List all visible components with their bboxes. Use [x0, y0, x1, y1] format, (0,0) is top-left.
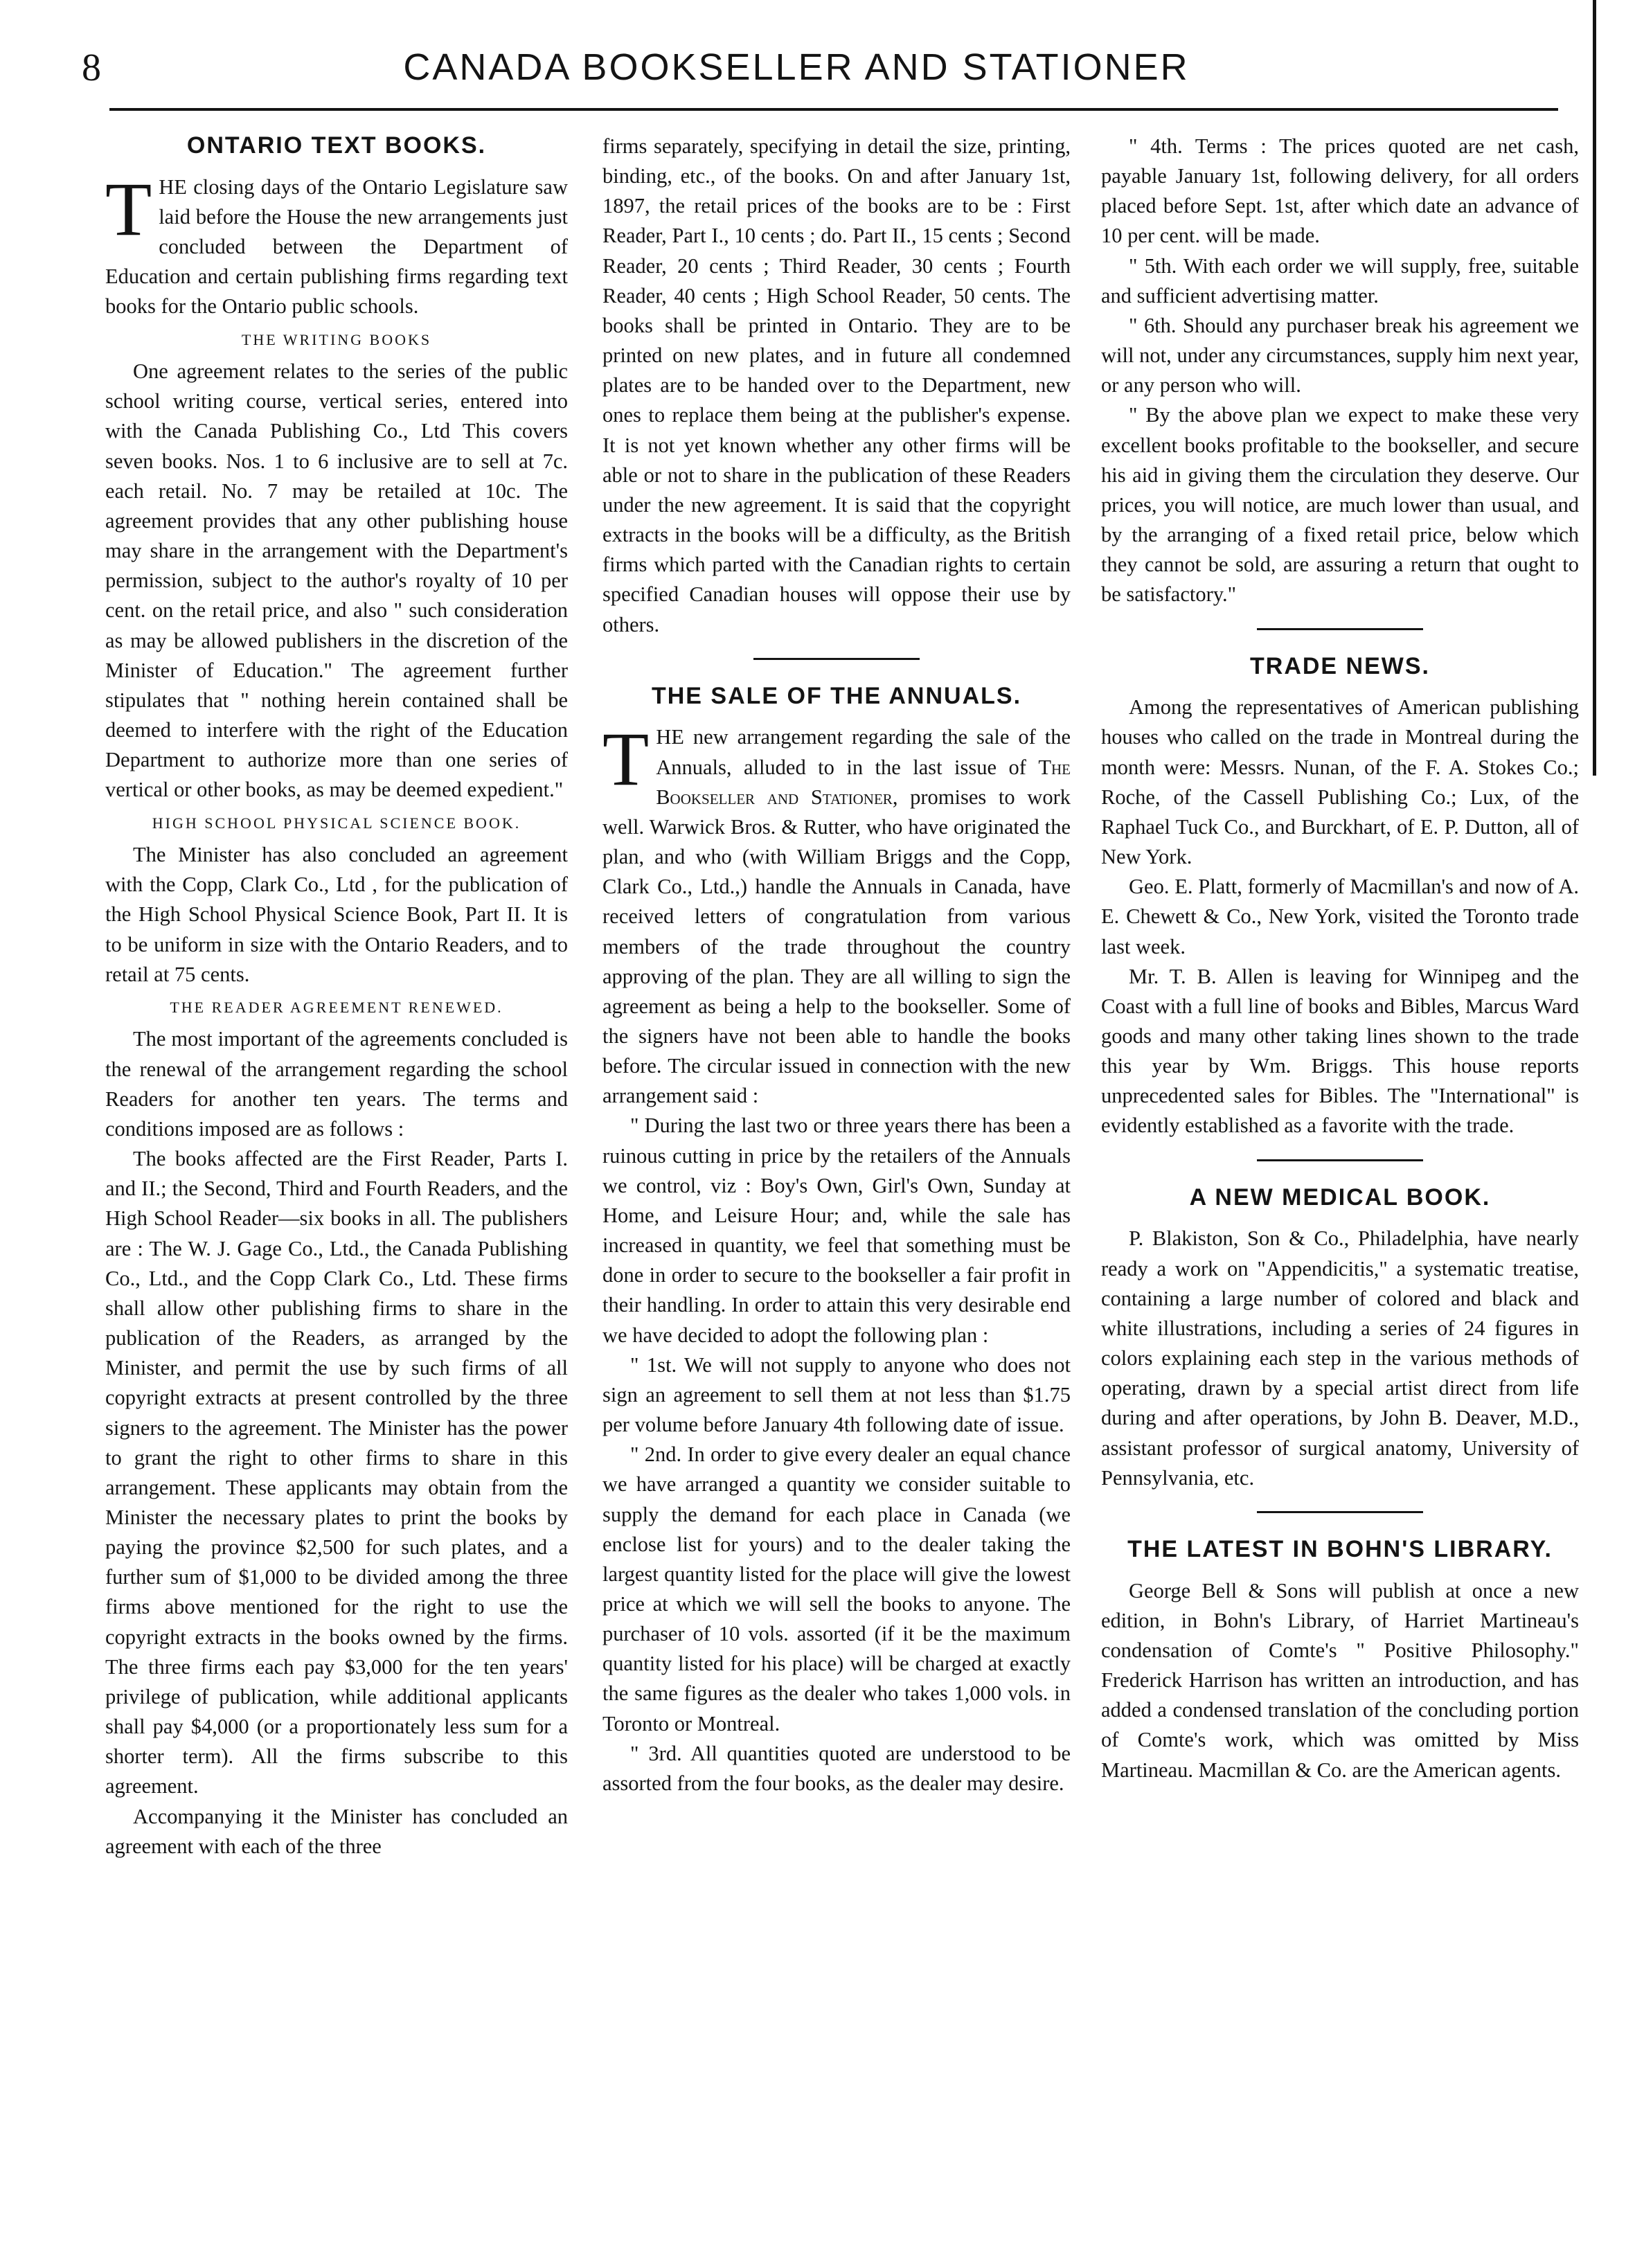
trade-news-paragraph-3: Mr. T. B. Allen is leaving for Winnipeg and the Coast with a full line of books and Bibles, Marcus Ward goods and many other taking lines shown to the trade this year by Wm. Briggs. This house reports unprecedented sales for Bibles. The "International" is evidently established as a favorite with the trade.	[1101, 964, 1579, 1138]
writing-books-subhead: THE WRITING BOOKS	[241, 330, 432, 348]
annuals-intro-text-a: HE new arrangement regarding the sale of the Annuals, alluded to in the last issue of	[656, 725, 1071, 779]
margin-rule	[1593, 0, 1596, 776]
reader-paragraph-3: Accompanying it the Minister has concluded an agreement with each of the three	[105, 1804, 568, 1858]
annuals-heading: THE SALE OF THE ANNUALS.	[651, 682, 1022, 709]
page-number: 8	[82, 46, 101, 89]
column-2	[602, 132, 1071, 2226]
column-1	[105, 132, 568, 2226]
circular-paragraph-4: " 3rd. All quantities quoted are understood to be assorted from the four books, as the dealer may desire.	[602, 1741, 1071, 1795]
section-separator	[1257, 1511, 1423, 1513]
bohn-library-paragraph: George Bell & Sons will publish at once a new edition, in Bohn's Library, of Harriet Martineau's condensation of Comte's " Positive Philosophy." Frederick Harrison has written an introduction, and has added a condensed translation of the concluding portion of Comte's work, which was omitted by Miss Martineau. Macmillan & Co. are the American agents.	[1101, 1578, 1579, 1782]
trade-news-paragraph-1: Among the representatives of American publishing houses who called on the trade in Montreal during the month were: Messrs. Nunan, of the F. A. Stokes Co.; Roche, of the Cassell Publishing Co.; Lux, of the Raphael Tuck Co., and Burckhart, of E. P. Dutton, all of New York.	[1101, 695, 1579, 869]
circular-paragraph-2: " 1st. We will not supply to anyone who does not sign an agreement to sell them at not less than $1.75 per volume before January 4th following date of issue.	[602, 1352, 1071, 1437]
section-separator	[1257, 1159, 1423, 1161]
reader-agreement-subhead: THE READER AGREEMENT RENEWED.	[170, 998, 503, 1016]
medical-book-paragraph: P. Blakiston, Son & Co., Philadelphia, have nearly ready a work on "Appendicitis," a systematic treatise, containing a large number of colored and black and white illustrations, including a series of 24 figures in colors explaining each step in the various methods of operating, drawn by a special artist direct from life during and after operations, by John B. Deaver, M.D., assistant professor of surgical anatomy, University of Pennsylvania, etc.	[1101, 1226, 1579, 1490]
medical-book-heading: A NEW MEDICAL BOOK.	[1189, 1184, 1491, 1211]
physical-science-subhead: HIGH SCHOOL PHYSICAL SCIENCE BOOK.	[152, 814, 521, 832]
ontario-intro	[105, 166, 568, 322]
ontario-intro-text: HE closing days of the Ontario Legislature saw laid before the House the new arrangements just concluded between the Department of Education and certain publishing firms regarding text books for the Ontario public schools.	[105, 175, 568, 319]
bohn-library-heading: THE LATEST IN BOHN'S LIBRARY.	[1127, 1535, 1553, 1562]
circular-paragraph-1: " During the last two or three years there has been a ruinous cutting in price by the retailers of the Annuals we control, viz : Boy's Own, Girl's Own, Sunday at Home, and Leisure Hour; and, while the sale has increased in quantity, we feel that something must be done in order to secure to the bookseller a fair profit in their handling. In order to attain this very desirable end we have decided to adopt the following plan :	[602, 1114, 1071, 1347]
masthead-title: CANADA BOOKSELLER AND STATIONER	[403, 46, 1190, 88]
physical-science-paragraph: The Minister has also concluded an agreement with the Copp, Clark Co., Ltd , for the publication of the High School Physical Science Book, Part II. It is to be uniform in size with the Ontario Readers, and to retail at 75 cents.	[105, 843, 568, 986]
reader-paragraph-1: The most important of the agreements concluded is the renewal of the arrangement regarding the school Readers for another ten years. The terms and conditions imposed are as follows :	[105, 1027, 568, 1141]
annuals-intro	[602, 717, 1071, 1111]
ontario-heading: ONTARIO TEXT BOOKS.	[186, 132, 487, 159]
header-rule	[109, 108, 1558, 111]
circular-paragraph-8: " By the above plan we expect to make these very excellent books profitable to the bookseller, and secure his aid in giving them the circulation they deserve. Our prices, you will notice, are much lower than usual, and by the arranging of a fixed retail price, below which they cannot be sold, are assuring a return that ought to be satisfactory."	[1101, 403, 1579, 607]
section-separator	[753, 658, 920, 660]
writing-books-paragraph: One agreement relates to the series of the public school writing course, vertical series, entered into with the Canada Publishing Co., Ltd This covers seven books. Nos. 1 to 6 inclusive are to sell at 7c. each retail. No. 7 may be retailed at 10c. The agreement provides that any other publishing house may share in the arrangement with the Department's permission, subject to the author's royalty of 10 per cent. on the retail price, and also " such consideration as may be allowed publishers in the discretion of the Minister of Education." The agreement further stipulates that " nothing herein contained shall be deemed to interfere with the right of the Education Department to authorize more than one series of vertical or other books, as may be deemed expedient."	[105, 359, 568, 802]
circular-paragraph-3: " 2nd. In order to give every dealer an equal chance we have arranged a quantity we consider suitable to supply the demand for each place in Canada (we enclose list for yours) and to the dealer taking the largest quantity listed for the place will give the lowest price at which we will sell the books to anyone. The purchaser of 10 vols. assorted (if it be the maximum quantity listed for his place) will be charged at exactly the same figures as the dealer who takes 1,000 vols. in Toronto or Montreal.	[602, 1443, 1071, 1735]
annuals-intro-text-b: , promises to work well. Warwick Bros. & Rutter, who have originated the plan, and who (with William Briggs and the Copp, Clark Co., Ltd.,) handle the Annuals in Canada, have received letters of congratulation from various members of the trade throughout the country approving of the plan. They are all willing to sign the agreement as being a help to the bookseller. Some of the signers have not been able to handle the books before. The circular issued in connection with the new arrangement said :	[602, 785, 1071, 1108]
reader-paragraph-2: The books affected are the First Reader, Parts I. and II.; the Second, Third and Fourth Readers, and the High School Reader—six books in all. The publishers are : The W. J. Gage Co., Ltd., the Canada Publishing Co., Ltd., and the Copp Clark Co., Ltd. These firms shall allow other publishing firms to share in the publication of the Readers, as arranged by the Minister, and permit the use by such firms of all copyright extracts at present controlled by the three signers to the agreement. The Minister has the power to grant the right to other firms to share in this arrangement. These applicants may obtain from the Minister the necessary plates to print the books by paying the province $2,500 for such plates, and a further sum of $1,000 to be divided among the three firms above mentioned for the right to use the copyright extracts in the books owned by the firms. The three firms each pay $3,000 for the ten years' privilege of publication, while additional applicants shall pay $4,000 (or a proportionately less sum for a shorter term). All the firms subscribe to this agreement.	[105, 1147, 568, 1798]
section-separator	[1257, 628, 1423, 630]
circular-paragraph-7: " 6th. Should any purchaser break his agreement we will not, under any circumstances, supply him next year, or any person who will.	[1101, 313, 1579, 398]
journal-name: The Bookseller and Stationer	[656, 755, 1071, 809]
trade-news-heading: TRADE NEWS.	[1250, 652, 1430, 679]
annuals-dropcap: T	[602, 717, 650, 802]
trade-news-paragraph-2: Geo. E. Platt, formerly of Macmillan's and now of A. E. Chewett & Co., New York, visited the Toronto trade last week.	[1101, 875, 1579, 958]
reader-paragraph-3-continued: firms separately, specifying in detail the size, printing, binding, etc., of the books. On and after January 1st, 1897, the retail prices of the books are to be : First Reader, Part I., 10 cents ; do. Part II., 15 cents ; Second Reader, 20 cents ; Third Reader, 30 cents ; Fourth Reader, 40 cents ; High School Reader, 50 cents. The books shall be printed in Ontario. They are to be printed on new plates, and in future all condemned plates are to be handed over to the Department, new ones to replace them being at the publisher's expense. It is not yet known whether any other firms will be able or not to share in the publication of these Readers under the new agreement. It is said that the copyright extracts in the books will be a difficulty, as the British firms which parted with the Canadian rights to certain specified Canadian houses will oppose their use by others.	[602, 134, 1071, 636]
ontario-dropcap: T	[105, 166, 152, 251]
circular-paragraph-6: " 5th. With each order we will supply, free, suitable and sufficient advertising matter.	[1101, 253, 1579, 307]
column-3	[1101, 132, 1579, 2226]
circular-paragraph-5: " 4th. Terms : The prices quoted are net cash, payable January 1st, following delivery, for all orders placed before Sept. 1st, after which date an advance of 10 per cent. will be made.	[1101, 134, 1579, 248]
